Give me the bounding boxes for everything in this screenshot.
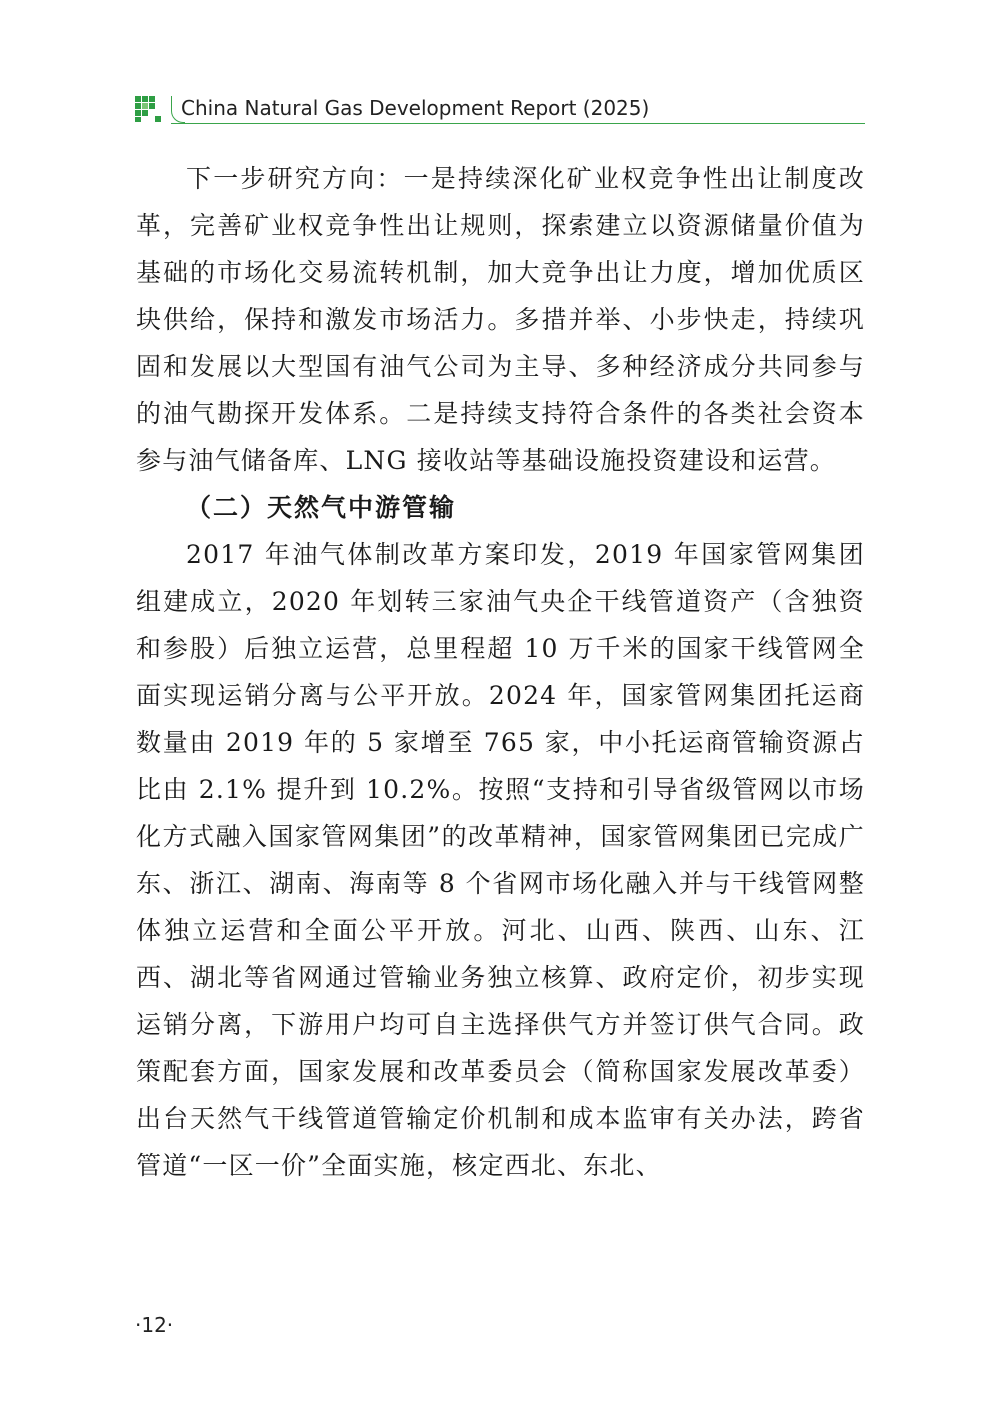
page-number: ·12·: [135, 1313, 174, 1337]
running-header-title: China Natural Gas Development Report (2025): [181, 96, 650, 120]
body-paragraph: 下一步研究方向：一是持续深化矿业权竞争性出让制度改革，完善矿业权竞争性出让规则，探索建立以资源储量价值为基础的市场化交易流转机制，加大竞争出让力度，增加优质区块供给，保持和激发市场活力。多措并举、小步快走，持续巩固和发展以大型国有油气公司为主导、多种经济成分共同参与的油气勘探开发体系。二是持续支持符合条件的各类社会资本参与油气储备库、LNG 接收站等基础设施投资建设和运营。: [136, 164, 865, 475]
body-paragraph: 2017 年油气体制改革方案印发，2019 年国家管网集团组建成立，2020 年划转三家油气央企干线管道资产（含独资和参股）后独立运营，总里程超 10 万千米的国家干线管网全面实现运销分离与公平开放。2024 年，国家管网集团托运商数量由 2019 年的 5 家增至 765 家，中小托运商管输资源占比由 2.1% 提升到 10.2%。按照“支持和引导省级管网以市场化方式融入国家管网集团”的改革精神，国家管网集团已完成广东、浙江、湖南、海南等 8 个省网市场化融入并与干线管网整体独立运营和全面公平开放。河北、山西、陕西、山东、江西、湖北等省网通过管输业务独立核算、政府定价，初步实现运销分离，下游用户均可自主选择供气方并签订供气合同。政策配套方面，国家发展和改革委员会（简称国家发展改革委）出台天然气干线管道管输定价机制和成本监审有关办法，跨省管道“一区一价”全面实施，核定西北、东北、: [136, 540, 865, 1180]
section-heading: （二）天然气中游管输: [186, 493, 457, 522]
page-header: [135, 94, 865, 126]
header-divider-line: [171, 123, 865, 124]
green-pixel-logo-icon: [135, 96, 161, 122]
page-body: [136, 155, 865, 1189]
